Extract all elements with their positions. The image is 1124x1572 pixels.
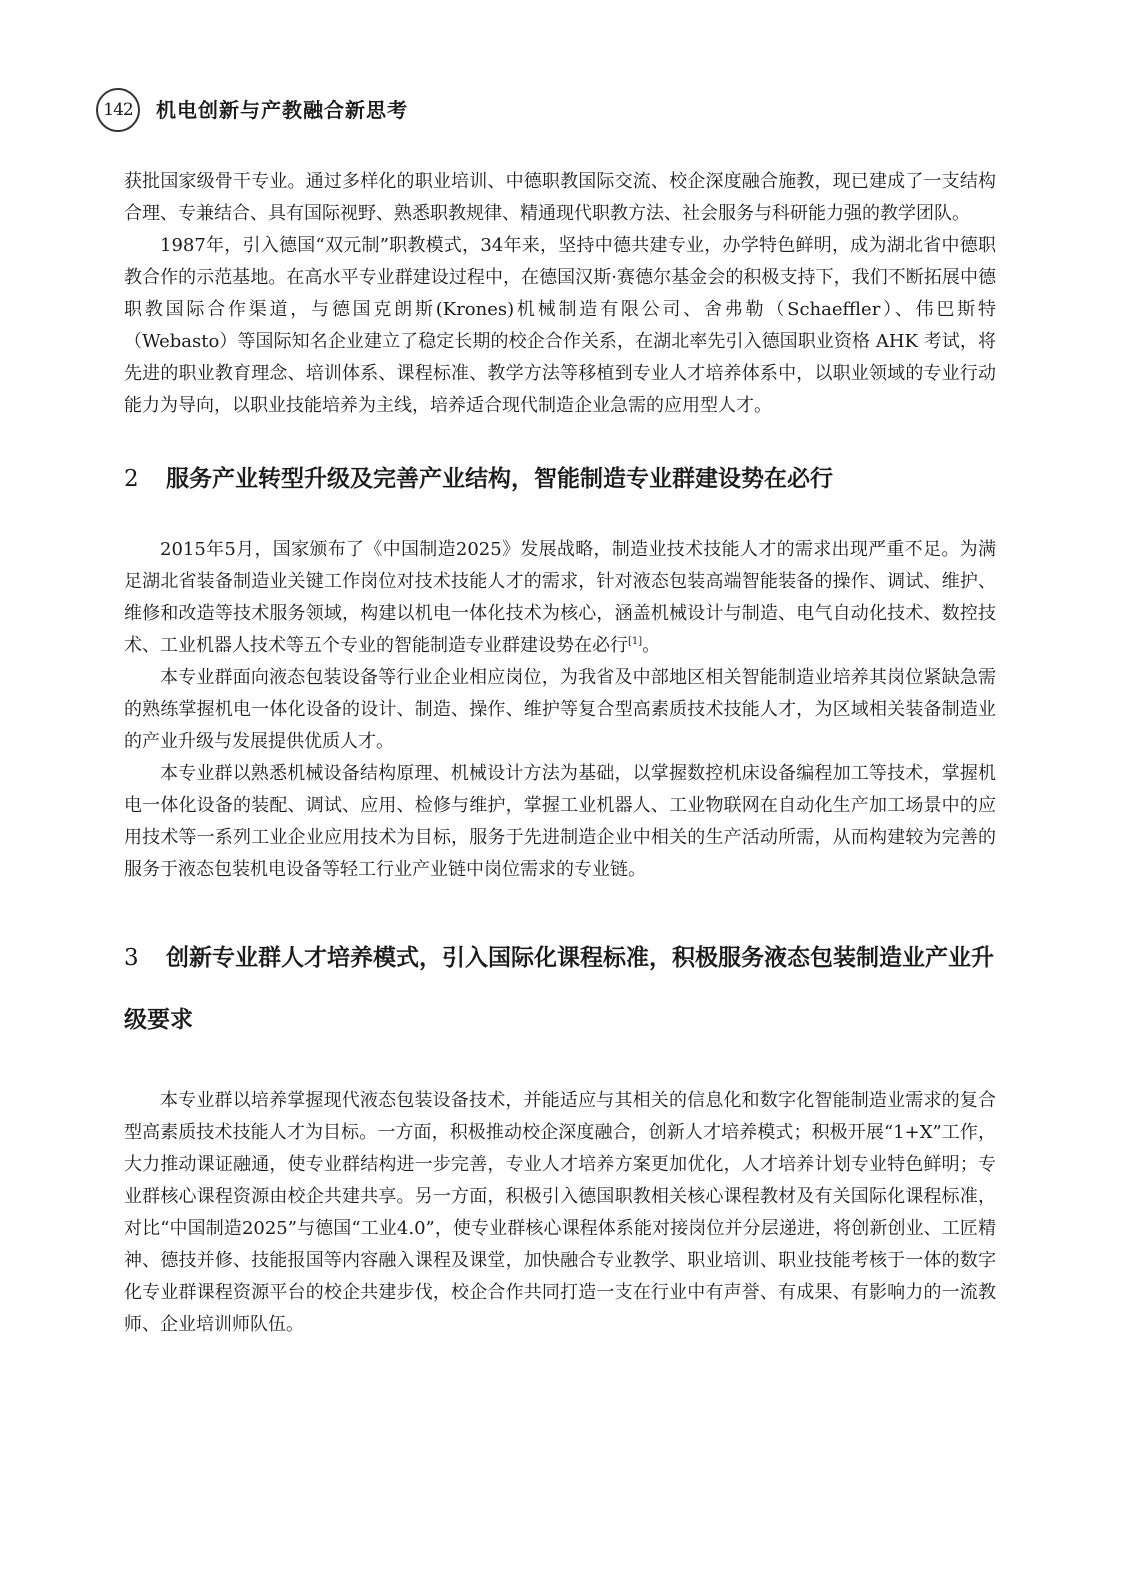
paragraph-6: 本专业群以培养掌握现代液态包装设备技术，并能适应与其相关的信息化和数字化智能制造业需求的复合型高素质技术技能人才为目标。一方面，积极推动校企深度融合，创新人才培养模式；积极开展“1+X”工作，大力推动课证融通，使专业群结构进一步完善，专业人才培养方案更加优化，人才培养计划专业特色鲜明；专业群核心课程资源由校企共建共享。另一方面，积极引入德国职教相关核心课程教材及有关国际化课程标准，对比“中国制造2025”与德国“工业4.0”，使专业群核心课程体系能对接岗位并分层递进，将创新创业、工匠精神、德技并修、技能报国等内容融入课程及课堂，加快融合专业教学、职业培训、职业技能考核于一体的数字化专业群课程资源平台的校企共建步伐，校企合作共同打造一支在行业中有声誉、有成果、有影响力的一流教师、企业培训师队伍。 (124, 1090, 996, 1335)
paragraph-3 (124, 534, 996, 662)
paragraph-2: 1987年，引入德国“双元制”职教模式，34年来，坚持中德共建专业，办学特色鲜明，成为湖北省中德职教合作的示范基地。在高水平专业群建设过程中，在德国汉斯·赛德尔基金会的积极支持下，我们不断拓展中德职教国际合作渠道，与德国克朗斯(Krones)机械制造有限公司、舍弗勒（Schaeffler）、伟巴斯特（Webasto）等国际知名企业建立了稳定长期的校企合作关系，在湖北率先引入德国职业资格 AHK 考试，将先进的职业教育理念、培训体系、课程标准、教学方法等移植到专业人才培养体系中，以职业领域的专业行动能力为导向，以职业技能培养为主线，培养适合现代制造企业急需的应用型人才。 (124, 235, 996, 416)
page-number-badge: 142 (96, 88, 140, 132)
citation-ref: [1] (628, 636, 643, 647)
paragraph-3-text: 2015年5月，国家颁布了《中国制造2025》发展战略，制造业技术技能人才的需求出现严重不足。为满足湖北省装备制造业关键工作岗位对技术技能人才的需求，针对液态包装高端智能装备的操作、调试、维护、维修和改造等技术服务领域，构建以机电一体化技术为核心，涵盖机械设计与制造、电气自动化技术、数控技术、工业机器人技术等五个专业的智能制造专业群建设势在必行 (124, 539, 996, 656)
section-heading-2 (124, 463, 996, 495)
paragraph-5: 本专业群以熟悉机械设备结构原理、机械设计方法为基础，以掌握数控机床设备编程加工等技术，掌握机电一体化设备的装配、调试、应用、检修与维护，掌握工业机器人、工业物联网在自动化生产加工场景中的应用技术等一系列工业企业应用技术为目标，服务于先进制造企业中相关的生产活动所需，从而构建较为完善的服务于液态包装机电设备等轻工行业产业链中岗位需求的专业链。 (124, 763, 996, 880)
section-heading-3 (124, 927, 996, 1051)
paragraph-1: 获批国家级骨干专业。通过多样化的职业培训、中德职教国际交流、校企深度融合施教，现已建成了一支结构合理、专兼结合、具有国际视野、熟悉职教规律、精通现代职教方法、社会服务与科研能力强的教学团队。 (124, 171, 996, 224)
running-title: 机电创新与产教融合新思考 (156, 98, 408, 122)
paragraph-3-end: 。 (642, 635, 661, 656)
page-header (96, 88, 1016, 132)
body-text (124, 166, 996, 1341)
section-number-2: 2 (124, 466, 139, 492)
section-number-3: 3 (124, 945, 139, 971)
paragraph-4: 本专业群面向液态包装设备等行业企业相应岗位，为我省及中部地区相关智能制造业培养其岗位紧缺急需的熟练掌握机电一体化设备的设计、制造、操作、维护等复合型高素质技术技能人才，为区域相关装备制造业的产业升级与发展提供优质人才。 (124, 667, 996, 752)
section-title-2: 服务产业转型升级及完善产业结构，智能制造专业群建设势在必行 (166, 466, 833, 492)
section-title-3: 创新专业群人才培养模式，引入国际化课程标准，积极服务液态包装制造业产业升级要求 (124, 945, 994, 1033)
